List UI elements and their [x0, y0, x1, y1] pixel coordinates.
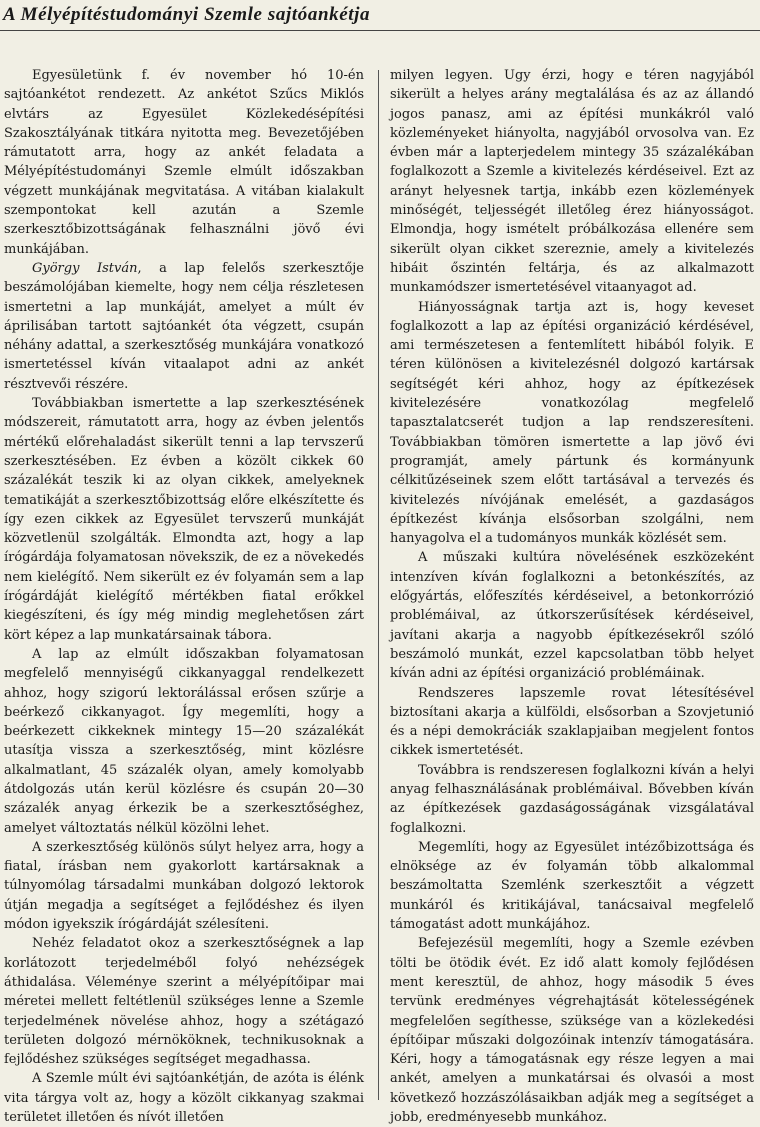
paragraph: György István, a lap felelős szerkesztője beszámolójában kiemelte, hogy nem célja részletesen ismertetni a lap munkáját, amelyet a múlt év áprilisában tartott sajtóankét óta végzett, csupán néhány adattal, a szerkesztőség munkájára vonatkozó ismertetéssel kíván vitaalapot adni az ankét résztvevői részére. [4, 260, 364, 392]
paragraph: Megemlíti, hogy az Egyesület intézőbizottsága és elnöksége az év folyamán több alkalommal beszámoltatta Szemlénk szerkesztőit a végzett munkáról és kritikájával, tanácsaival megfelelő támogatást adott munkájához. [390, 839, 754, 933]
paragraph: Nehéz feladatot okoz a szerkesztőségnek a lap korlátozott terjedelméből folyó nehézségek áthidalása. Véleménye szerint a mélyépítőipar mai méretei mellett feltétlenül szükséges lenne a Szemle terjedelmének növelése ahhoz, hogy a szétágazó területen dolgozó mérnököknek, technikusoknak a fejlődéshez szükséges segítséget megadhassa. [4, 936, 364, 1068]
right-column [390, 66, 754, 1127]
paragraph: Hiányosságnak tartja azt is, hogy keveset foglalkozott a lap az építési organizáció kérdésével, ami természetesen a fentemlített hibából folyik. E téren különösen a kivitelezésnél dolgozó kartársak segítségét kéri ahhoz, hogy az építkezések kivitelezésére vonatkozólag megfelelő tapasztalatcserét tudjon a lap rendszeresíteni. Továbbiakban tömören ismertette a lap jövő évi programját, amely pártunk és kormányunk célkitűzéseinek szem előtt tartásával a tervezés és kivitelezés nívójának emelését, a gazdaságos építkezést kívánja elsősorban szolgálni, nem hanyagolva el a tudományos munkák közlését sem. [390, 299, 754, 547]
left-column [4, 66, 364, 1127]
paragraph: A szerkesztőség különös súlyt helyez arra, hogy a fiatal, írásban nem gyakorlott kartársaknak a túlnyomólag társadalmi munkában dolgozó lektorok útján megadja a segítséget a fejlődéshez és ilyen módon igyekszik írógárdáját szélesíteni. [4, 839, 364, 933]
paragraph: milyen legyen. Ugy érzi, hogy e téren nagyjából sikerült a helyes arány megtalálása és az az állandó jogos panasz, ami az építési munkákról való közleményeket hiányolta, nagyjából orvosolva van. Ez évben már a lapterjedelem mintegy 35 százalékában foglalkozott a Szemle a kivitelezés kérdéseivel. Ezt az arányt helyesnek tartja, inkább ezen közlemények minőségét, teljességét illetőleg érez hiányosságot. Elmondja, hogy ismételt próbálkozása ellenére sem sikerült olyan cikket szereznie, amely a kivitelezés hibáit őszintén feltárja, és az alkalmazott munkamódszer ismertetésével vitaanyagot ad. [390, 68, 754, 296]
paragraph: Befejezésül megemlíti, hogy a Szemle ezévben tölti be ötödik évét. Ez idő alatt komoly fejlődésen ment keresztül, de ahhoz, hogy második 5 éves tervünk eredményes végrehajtását kötelességének megfelelően segíthesse, szüksége van a közlekedési építőipar műszaki dolgozóinak intenzív támogatására. Kéri, hogy a támogatásnak egy része legyen a mai ankét, amelyen a munkatársai és olvasói a most következő hozzászólásaikban adják meg a segítséget a jobb, eredményesebb munkához. [390, 936, 754, 1126]
person-name: György István [32, 260, 138, 276]
paragraph: A lap az elmúlt időszakban folyamatosan megfelelő mennyiségű cikkanyaggal rendelkezett ahhoz, hogy szigorú lektorálással erősen szűrje a beérkező cikkanyagot. Így megemlíti, hogy a beérkezett cikkeknek mintegy 15—20 százalékát utasítja vissza a szerkesztőség, mint közlésre alkalmatlant, 45 százalék olyan, amely komolyabb átdolgozás után kerül közlésre és csupán 20—30 százalék anyag érkezik be a szerkesztőséghez, amelyet változtatás nélkül közölni lehet. [4, 646, 364, 836]
paragraph: Rendszeres lapszemle rovat létesítésével biztosítani akarja a külföldi, elsősorban a Szovjetunió és a népi demokráciák szaklapjaiban megjelent fontos cikkek ismertetését. [390, 685, 754, 759]
paragraph: Továbbiakban ismertette a lap szerkesztésének módszereit, rámutatott arra, hogy az évben jelentős mértékű előrehaladást sikerült tenni a lap tervszerű szerkesztésében. Ez évben a közölt cikkek 60 százalékát teszik ki az olyan cikkek, amelyeknek tematikáját a szerkesztőbizottság előre elkészítette és így ezen cikkek az Egyesület tervszerű munkáját közvetlenül szolgálták. Elmondta azt, hogy a lap írógárdája folyamatosan növekszik, de ez a növekedés nem kielégítő. Nem sikerült ez év folyamán sem a lap írógárdáját kielégítő mértékben fiatal erőkkel kiegészíteni, és így még mindig meglehetősen zárt kört képez a lap munkatársainak tábora. [4, 396, 364, 643]
title-rule [0, 30, 760, 31]
article-title: A Mélyépítéstudományi Szemle sajtóankétja [3, 4, 371, 25]
paragraph: Továbbra is rendszeresen foglalkozni kíván a helyi anyag felhasználásának problémáival. Bővebben kíván az építkezések gazdaságosságának vizsgálatával foglalkozni. [390, 762, 754, 836]
paragraph: A műszaki kultúra növelésének eszközeként intenzíven kíván foglalkozni a betonkészítés, az előgyártás, előfeszítés kérdéseivel, a betonkorrózió problémáival, az útkorszerűsítések kérdéseivel, javítani akarja a nagyobb építkezésekről szóló beszámoló munkát, ezzel kapcsolatban több helyet kíván adni az építési organizáció problémáinak. [390, 550, 754, 682]
column-divider [378, 70, 379, 1100]
paragraph: A Szemle múlt évi sajtóankétján, de azóta is élénk vita tárgya volt az, hogy a közölt cikkanyag szakmai területet illetően és nívót illetően [4, 1071, 364, 1126]
paragraph: Egyesületünk f. év november hó 10-én sajtóankétot rendezett. Az ankétot Szűcs Miklós elvtárs az Egyesület Közlekedésépítési Szakosztályának titkára nyitotta meg. Bevezetőjében rámutatott arra, hogy az ankét feladata a Mélyépítéstudományi Szemle elmúlt időszakban végzett munkájának megvitatása. A vitában kialakult szempontokat kell azután a Szemle szerkesztőbizottságának felhasználni jövő évi munkájában. [4, 68, 364, 257]
